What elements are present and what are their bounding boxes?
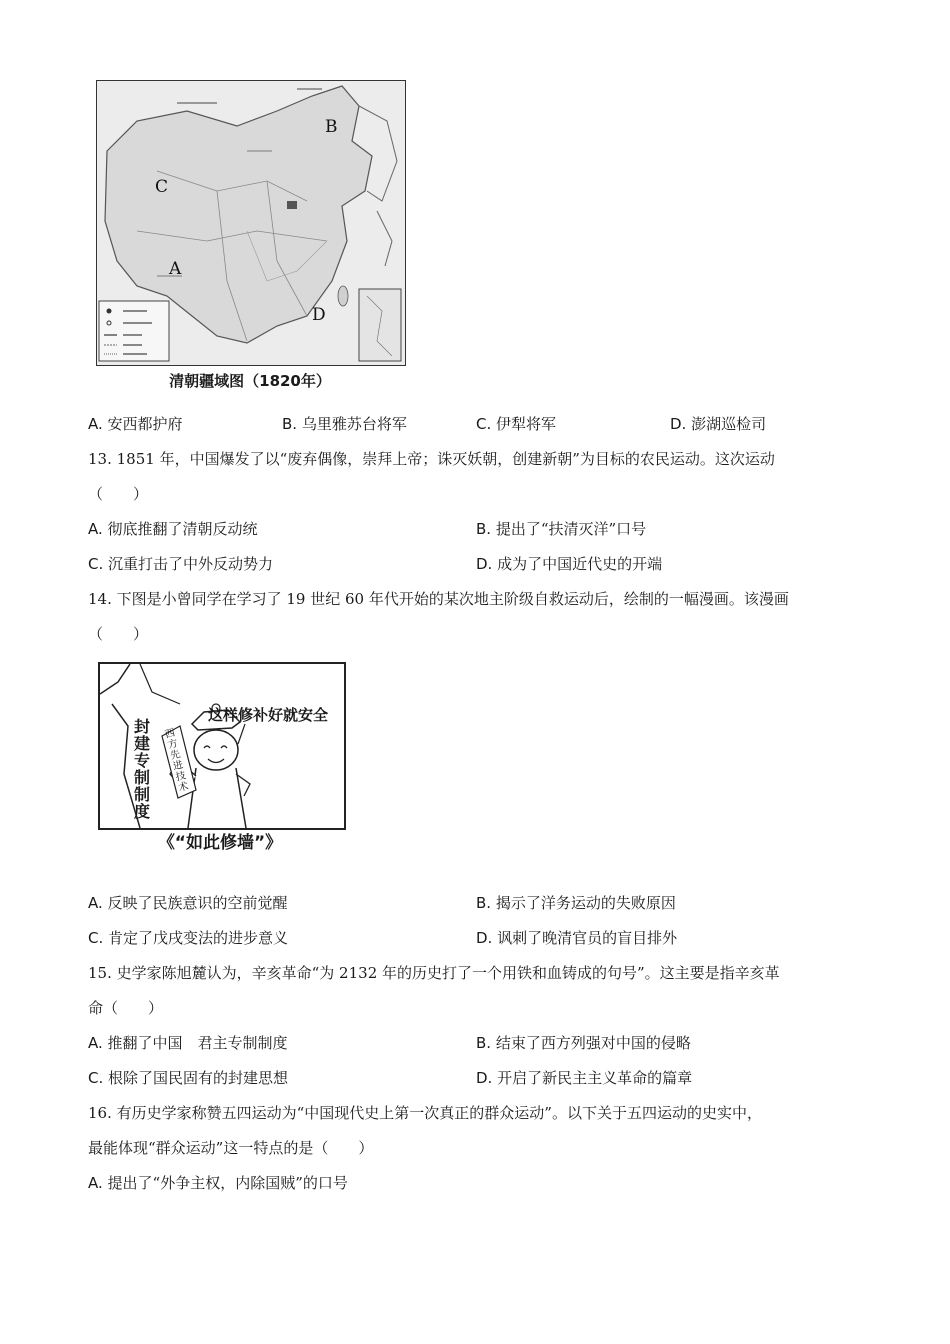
q13-option-a[interactable]: A. 彻底推翻了清朝反动统	[88, 520, 258, 538]
cartoon-caption: 《“如此修墙”》	[157, 833, 283, 853]
q12-option-b[interactable]: B. 乌里雅苏台将军	[282, 415, 407, 433]
q16-stem-cont: 最能体现“群众运动”这一特点的是（ ）	[88, 1139, 374, 1157]
q13-option-b[interactable]: B. 提出了“扶清灭洋”口号	[476, 520, 647, 538]
q14-option-d[interactable]: D. 讽刺了晚清官员的盲目排外	[476, 929, 678, 947]
map-label-d: D	[312, 305, 326, 325]
map-label-a: A	[169, 259, 182, 279]
q16-option-a[interactable]: A. 提出了“外争主权，内除国贼”的口号	[88, 1174, 348, 1192]
map-label-c: C	[155, 177, 169, 197]
q15-option-b[interactable]: B. 结束了西方列强对中国的侵略	[476, 1034, 691, 1052]
q14-stem: 14. 下图是小曾同学在学习了 19 世纪 60 年代开始的某次地主阶级自救运动后，绘制的一幅漫画。该漫画	[88, 590, 789, 608]
cartoon-patch-text: 西方先进技术	[164, 727, 190, 795]
q14-answer-blank: （ ）	[88, 625, 149, 643]
map-caption: 清朝疆域图（1820年）	[169, 372, 331, 390]
q12-option-a[interactable]: A. 安西都护府	[88, 415, 183, 433]
q15-stem: 15. 史学家陈旭麓认为，辛亥革命“为 2132 年的历史打了一个用铁和血铸成的句号”。这主要是指辛亥革	[88, 964, 780, 982]
q13-stem: 13. 1851 年，中国爆发了以“废弃偶像，崇拜上帝；诛灭妖朝，创建新朝”为目标的农民运动。这次运动	[88, 450, 775, 468]
q12-option-d[interactable]: D. 澎湖巡检司	[670, 415, 767, 433]
q15-option-d[interactable]: D. 开启了新民主主义革命的篇章	[476, 1069, 693, 1087]
map-label-b: B	[325, 117, 338, 137]
qing-territory-map	[96, 80, 406, 366]
q13-answer-blank: （ ）	[88, 485, 149, 503]
q15-option-a[interactable]: A. 推翻了中国 君主专制制度	[88, 1034, 288, 1052]
q16-stem: 16. 有历史学家称赞五四运动为“中国现代史上第一次真正的群众运动”。以下关于五四运动的史实中，	[88, 1104, 762, 1122]
q13-option-c[interactable]: C. 沉重打击了中外反动势力	[88, 555, 274, 573]
q12-option-c[interactable]: C. 伊犁将军	[476, 415, 557, 433]
q14-option-a[interactable]: A. 反映了民族意识的空前觉醒	[88, 894, 288, 912]
q15-option-c[interactable]: C. 根除了国民固有的封建思想	[88, 1069, 289, 1087]
cartoon-wall-text: 封建专制制度	[134, 717, 151, 821]
repair-wall-cartoon	[98, 662, 346, 830]
q14-option-b[interactable]: B. 揭示了洋务运动的失败原因	[476, 894, 676, 912]
cartoon-speech-text: 这样修补好就安全	[208, 706, 329, 724]
map-drawing	[97, 81, 405, 365]
q15-stem-cont: 命（ ）	[88, 999, 164, 1017]
q13-option-d[interactable]: D. 成为了中国近代史的开端	[476, 555, 663, 573]
q14-option-c[interactable]: C. 肯定了戊戌变法的进步意义	[88, 929, 289, 947]
